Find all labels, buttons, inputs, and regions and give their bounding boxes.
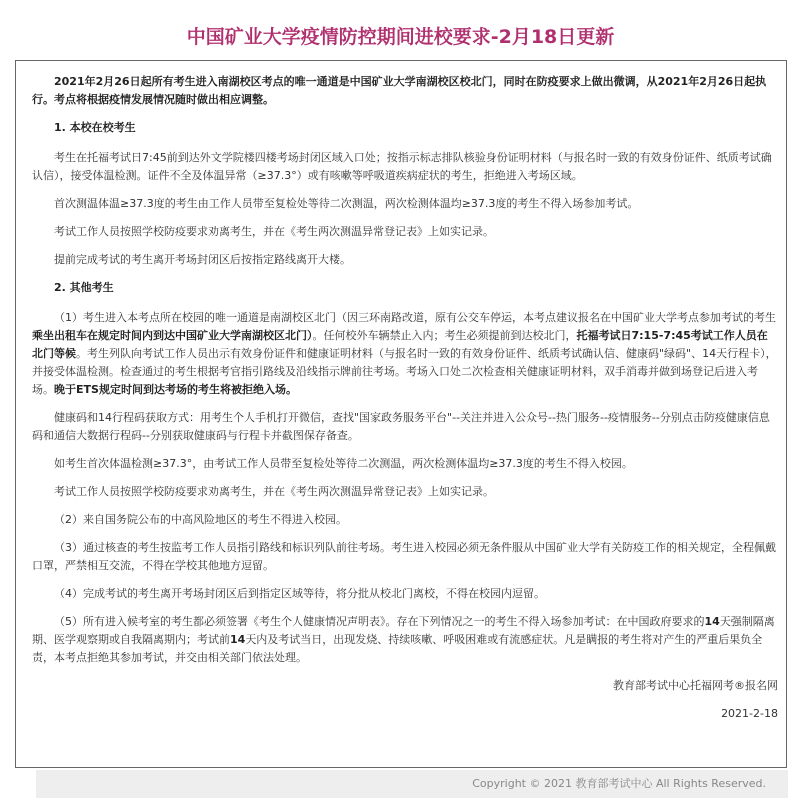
- bold-text: 晚于ETS规定时间到达考场的考生将被拒绝入场。: [54, 383, 297, 396]
- page-title: 中国矿业大学疫情防控期间进校要求-2月18日更新: [186, 26, 615, 48]
- paragraph: 如考生首次体温检测≥37.3°，由考试工作人员带至复检处等待二次测温，两次检测体温均≥37.3度的考生不得入校园。: [54, 457, 633, 470]
- paragraph: 考试工作人员按照学校防疫要求劝离考生，并在《考生两次测温异常登记表》上如实记录。: [54, 225, 494, 238]
- bold-text: 14: [704, 615, 720, 628]
- footer: [36, 770, 788, 798]
- item-4-paragraph: （4）完成考试的考生离开考场封闭区后到指定区域等待，将分批从校北门离校，不得在校园内逗留。: [54, 587, 545, 600]
- text-span: 天内及考试当日，出现发烧、持续咳嗽、呼吸困难或有流感症状。凡是瞒报的考生将对产生的严重后果负全责，本考点拒绝其参加考试，并交由相关部门依法处理。: [32, 633, 763, 664]
- text-span: （5）所有进入候考室的考生都必须签署《考生个人健康情况声明表》。存在下列情况之一的考生不得入场参加考试：在中国政府要求的: [54, 615, 705, 628]
- copyright-text: Copyright © 2021 教育部考试中心 All Rights Reserved.: [472, 777, 766, 790]
- text-span: （1）考生进入本考点所在校园的唯一通道是南湖校区北门（因三环南路改道，原有公交车停运，本考点建议报名在中国矿业大学考点参加考试的考生: [54, 311, 776, 324]
- item-2-paragraph: （2）来自国务院公布的中高风险地区的考生不得进入校园。: [54, 513, 347, 526]
- text-span: 天强制隔离期、医学观察期或自我隔离期内；考试前: [32, 615, 775, 646]
- item-3-paragraph: （3）通过核查的考生按监考工作人员指引路线和标识列队前往考场。考生进入校园必须无条件服从中国矿业大学有关防疫工作的相关规定，全程佩戴口罩，严禁相互交流，不得在学校其他地方逗留。: [32, 541, 776, 572]
- section-heading-own-students: 1. 本校在校考生: [54, 121, 136, 134]
- paragraph: 考生在托福考试日7:45前到达外文学院楼四楼考场封闭区域入口处；按指示标志排队核验身份证明材料（与报名时一致的有效身份证件、纸质考试确认信），接受体温检测。证件不全及体温异常（≥37.3°）或有咳嗽等呼吸道疾病症状的考生，拒绝进入考场区域。: [32, 151, 772, 182]
- bold-text: 14: [230, 633, 246, 646]
- text-span: 。任何校外车辆禁止入内；考生必须提前到达校北门，: [312, 329, 577, 342]
- paragraph: 考试工作人员按照学校防疫要求劝离考生，并在《考生两次测温异常登记表》上如实记录。: [54, 485, 494, 498]
- section-heading-other-students: 2. 其他考生: [54, 281, 114, 294]
- bold-text: 乘坐出租车在规定时间内到达中国矿业大学南湖校区北门）: [32, 329, 313, 342]
- publish-date: 2021-2-18: [721, 707, 778, 720]
- notice-content: [15, 60, 787, 768]
- text-span: 。考生列队向考试工作人员出示有效身份证件和健康证明材料（与报名时一致的有效身份证件、纸质考试确认信、健康码"绿码"、14天行程卡），并接受体温检测。检查通过的考生根据考官指引路线及沿线指示牌前往考场。考场入口处二次检查相关健康证明材料，双手消毒并做到场登记后进入考场。: [32, 347, 777, 396]
- item-5-paragraph: [32, 613, 778, 667]
- paragraph: 健康码和14行程码获取方式：用考生个人手机打开微信，查找"国家政务服务平台"--关注并进入公众号--热门服务--疫情服务--分别点击防疫健康信息码和通信大数据行程码--分别获取健康码与行程卡并截图保存备查。: [32, 411, 770, 442]
- bold-text: 托福考试日7:15-7:45考试工作人员在北门等候: [32, 329, 768, 360]
- intro-paragraph: 2021年2月26日起所有考生进入南湖校区考点的唯一通道是中国矿业大学南湖校区校北门，同时在防疫要求上做出微调，从2021年2月26日起执行。考点将根据疫情发展情况随时做出相应调整。: [32, 75, 767, 106]
- item-1-paragraph: [32, 309, 778, 399]
- paragraph: 提前完成考试的考生离开考场封闭区后按指定路线离开大楼。: [54, 253, 351, 266]
- paragraph: 首次测温体温≥37.3度的考生由工作人员带至复检处等待二次测温，两次检测体温均≥37.3度的考生不得入场参加考试。: [54, 197, 639, 210]
- signature: 教育部考试中心托福网考®报名网: [613, 679, 778, 692]
